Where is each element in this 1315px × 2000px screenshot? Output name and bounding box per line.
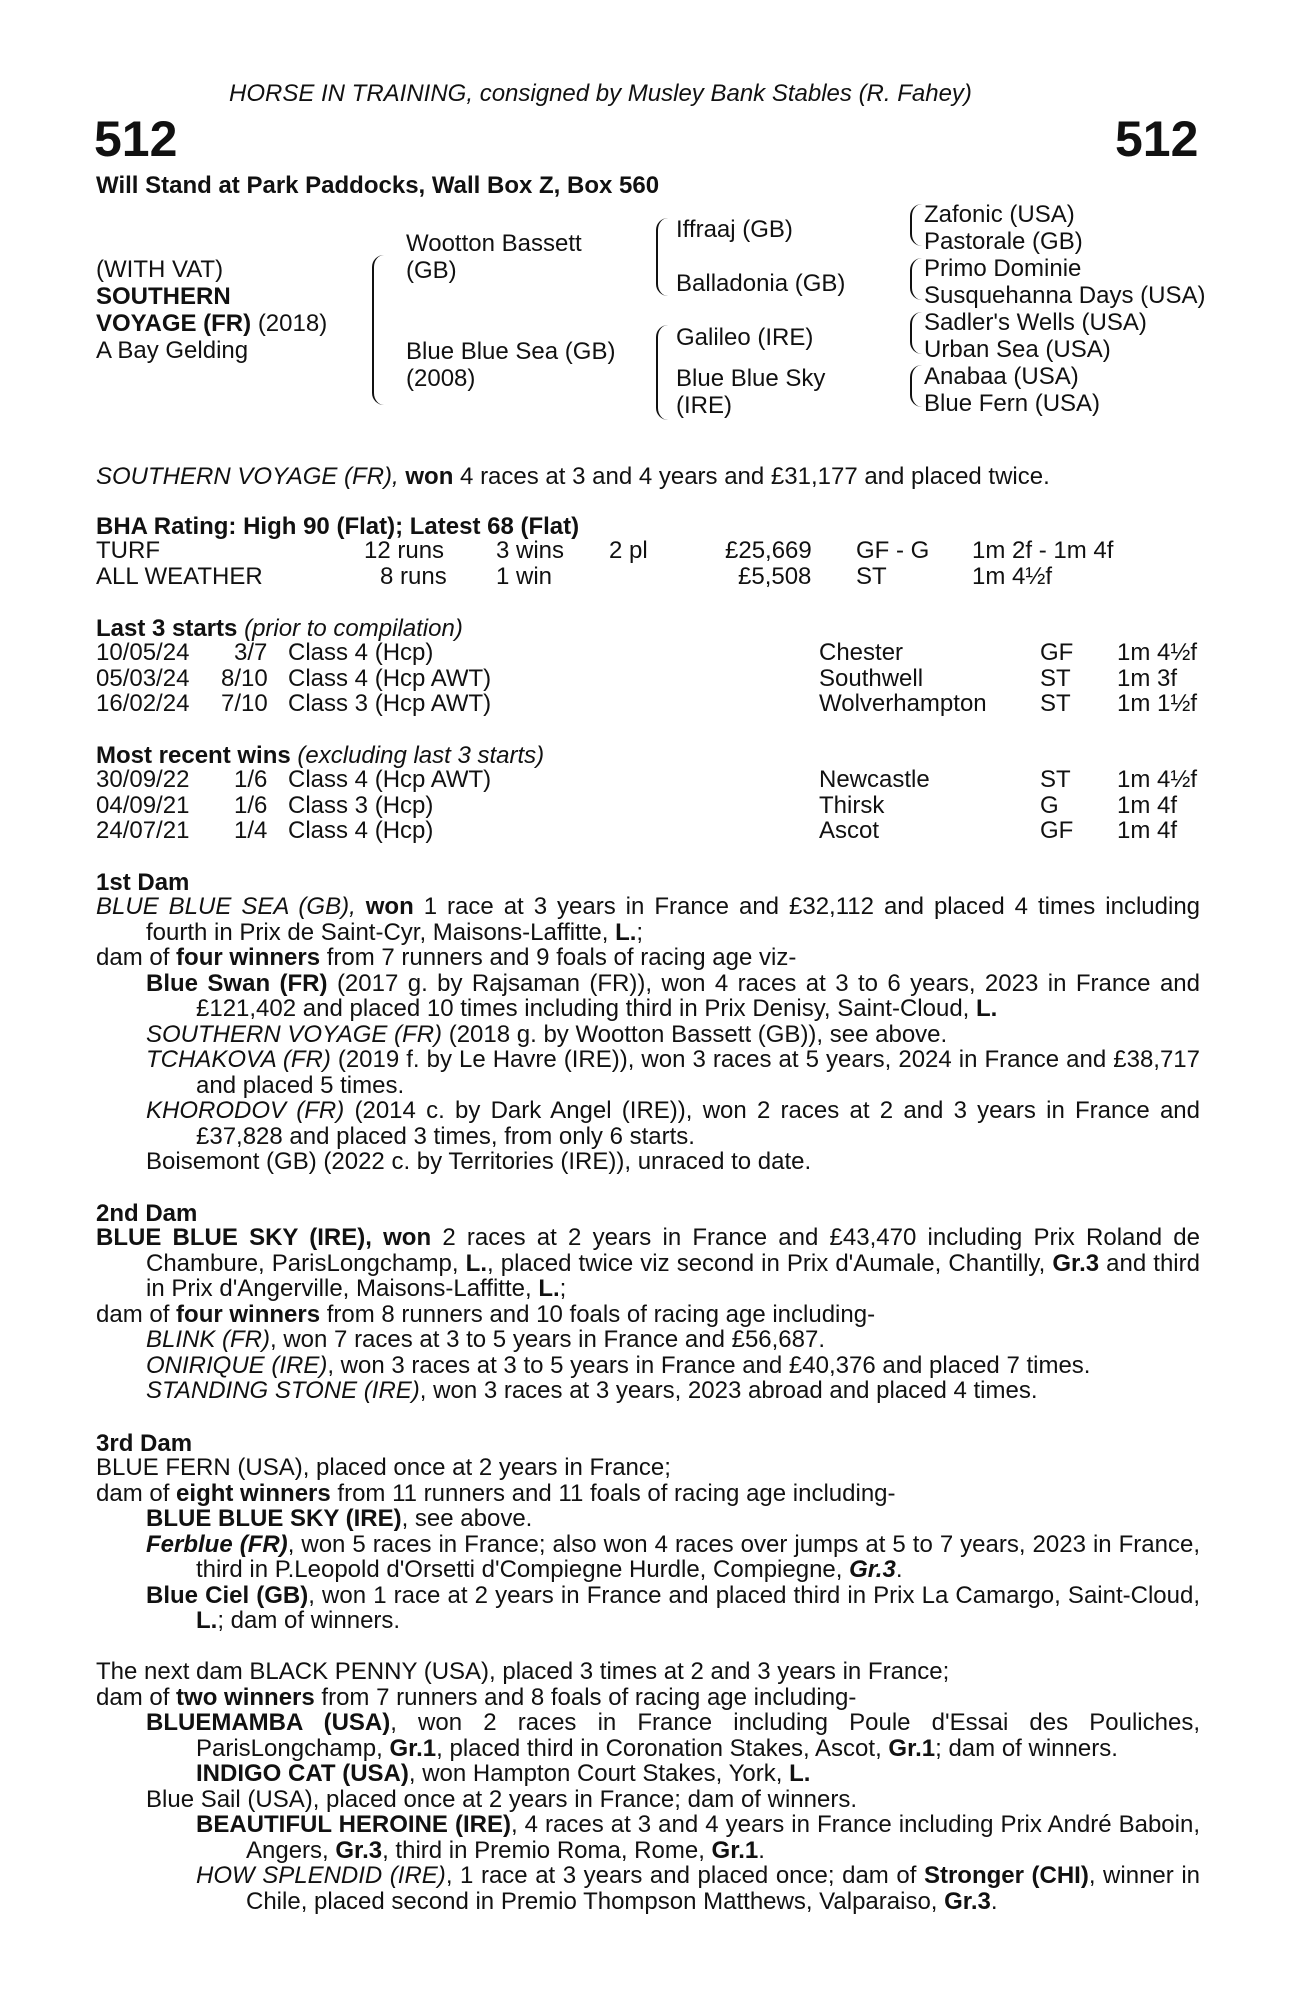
nextdam-child-1	[146, 1710, 1200, 1761]
child-name: BLUE BLUE SKY (IRE)	[146, 1505, 402, 1532]
sire-name: Wootton Bassett	[406, 230, 582, 257]
dam2-text: , placed twice viz second in Prix d'Aumale, Chantilly,	[486, 1249, 1046, 1277]
produce-text: from 8 runners and 10 foals of racing age including-	[326, 1300, 876, 1328]
group-mark: Gr.3	[849, 1556, 896, 1583]
child-text: (2019 f. by Le Havre (IRE)), won 3 races at 5 years, 2024 in France and £38,717 and placed 5 times.	[196, 1046, 1201, 1099]
child-name: Ferblue (FR)	[146, 1530, 288, 1558]
summary-horse: SOUTHERN VOYAGE (FR),	[96, 463, 399, 490]
punct: .	[990, 1887, 998, 1915]
winners-count: eight winners	[176, 1479, 331, 1507]
dam2-child-1	[146, 1327, 1200, 1353]
run-date: 05/03/24	[96, 664, 190, 692]
dam2-text: and third in Prix d'Angerville, Maisons-Laffitte,	[146, 1249, 1200, 1302]
run-date: 10/05/24	[96, 639, 190, 666]
listed-mark: L.	[615, 918, 637, 946]
winners-count: two winners	[176, 1683, 315, 1711]
child-text: , won 5 races in France; also won 4 races over jumps at 5 to 7 years, 2023 in France, third in P.Leopold d'Orsetti d'Compiegne Hurdle, Compiegne,	[196, 1530, 1201, 1583]
run-date: 24/07/21	[96, 817, 190, 844]
child-text: , won 3 races at 3 years, 2023 abroad and placed 4 times.	[419, 1377, 1038, 1404]
child-text: ; dam of winners.	[935, 1734, 1118, 1762]
dam1-name: BLUE BLUE SEA (GB),	[96, 893, 356, 920]
child-text: , won Hampton Court Stakes, York,	[408, 1760, 783, 1787]
winners-count: four winners	[176, 1300, 321, 1328]
run-class: Class 3 (Hcp)	[288, 791, 434, 819]
run-distance: 1m 3f	[1117, 664, 1178, 692]
summary-text: 4 races at 3 and 4 years and £31,177 and placed twice.	[460, 463, 1050, 490]
gen3-dds: Anabaa (USA)	[924, 363, 1079, 390]
rating-going: ST	[856, 562, 887, 590]
race-summary	[96, 463, 1050, 491]
dam2-won: won	[383, 1224, 432, 1251]
run-class: Class 3 (Hcp AWT)	[288, 690, 492, 717]
gen3-sdd: Susquehanna Days (USA)	[924, 282, 1206, 309]
nextdam-record: The next dam BLACK PENNY (USA), placed 3 times at 2 and 3 years in France;	[96, 1658, 950, 1685]
run-course: Chester	[819, 639, 904, 666]
dam-of: dam of	[96, 1300, 170, 1328]
winners-count: four winners	[176, 944, 321, 971]
gen3-sss: Zafonic (USA)	[924, 201, 1075, 228]
rating-surface: ALL WEATHER	[96, 562, 263, 590]
punct: ;	[559, 1275, 567, 1302]
child-text: (2017 g. by Rajsaman (FR)), won 4 races at 3 to 6 years, 2023 in France and £121,402 and placed 10 times including third in Prix Denisy, Saint-Cloud,	[196, 969, 1200, 1022]
dam2-child-2	[146, 1353, 1200, 1379]
run-distance: 1m 4½f	[1117, 766, 1198, 793]
dam-name: Blue Blue Sea (GB)	[406, 338, 616, 365]
brace-sd	[910, 258, 922, 300]
child-name: STANDING STONE (IRE)	[146, 1377, 420, 1404]
dam1-child-2	[146, 1022, 1200, 1048]
run-going: ST	[1040, 690, 1071, 717]
lot-number-left: 512	[94, 111, 178, 167]
child-name: Blue Ciel (GB)	[146, 1581, 309, 1609]
dam1-child-1	[146, 971, 1200, 1022]
dam1-won: won	[365, 893, 414, 920]
gen3-dsd: Urban Sea (USA)	[924, 336, 1111, 363]
listed-mark: L.	[538, 1275, 560, 1302]
horse-name-line2	[96, 310, 327, 337]
dam1-heading: 1st Dam	[96, 869, 190, 896]
run-going: ST	[1040, 766, 1071, 793]
child-text: ; dam of winners.	[217, 1607, 401, 1634]
child-name: BLUEMAMBA (USA)	[146, 1709, 391, 1736]
gen3-ddd: Blue Fern (USA)	[924, 390, 1101, 417]
child-text: , third in Premio Roma, Rome,	[382, 1836, 705, 1864]
dam3-record: BLUE FERN (USA), placed once at 2 years in France;	[96, 1454, 671, 1481]
dam2-name: BLUE BLUE SKY (IRE),	[96, 1224, 372, 1251]
dam1-text: 1 race at 3 years in France and £32,112 and placed 4 times including fourth in Prix de Saint-Cyr, Maisons-Laffitte,	[146, 893, 1201, 946]
child-name: BEAUTIFUL HEROINE (IRE)	[196, 1811, 511, 1838]
group-mark: Gr.1	[888, 1734, 936, 1762]
produce-text: from 11 runners and 11 foals of racing age including-	[337, 1479, 896, 1507]
consignment-line: HORSE IN TRAINING, consigned by Musley Bank Stables (R. Fahey)	[229, 80, 972, 107]
run-class: Class 4 (Hcp)	[288, 817, 434, 844]
child-name: TCHAKOVA (FR)	[146, 1046, 331, 1073]
run-course: Wolverhampton	[819, 690, 987, 717]
child-name: ONIRIQUE (IRE)	[146, 1351, 328, 1379]
nextdam-child-2	[196, 1761, 1200, 1787]
dam1-child-5: Boisemont (GB) (2022 c. by Territories (IRE)), unraced to date.	[146, 1148, 812, 1175]
punct: ;	[636, 918, 644, 946]
dam-of: dam of	[96, 944, 170, 971]
nextdam-child-3: Blue Sail (USA), placed once at 2 years in France; dam of winners.	[146, 1785, 857, 1813]
rating-distance: 1m 4½f	[972, 562, 1053, 590]
last3-heading: Last 3 starts	[96, 615, 238, 642]
dam3-child-2	[146, 1532, 1200, 1583]
run-date: 04/09/21	[96, 791, 190, 819]
run-course: Ascot	[819, 817, 880, 844]
run-going: ST	[1040, 664, 1071, 692]
rating-distance: 1m 2f - 1m 4f	[972, 537, 1114, 564]
group-mark: Gr.3	[1052, 1249, 1100, 1277]
child-text: , won 7 races at 3 to 5 years in France and £56,687.	[270, 1326, 826, 1353]
dam-of: dam of	[96, 1479, 170, 1507]
run-class: Class 4 (Hcp AWT)	[288, 664, 492, 692]
run-class: Class 4 (Hcp AWT)	[288, 766, 492, 793]
dam2-child-3	[146, 1378, 1200, 1404]
dam2-heading: 2nd Dam	[96, 1200, 198, 1227]
rating-wins: 1 win	[496, 562, 553, 590]
run-position: 1/6	[234, 766, 268, 793]
run-position: 1/6	[234, 791, 268, 819]
summary-won: won	[405, 463, 454, 490]
last3-note: (prior to compilation)	[244, 615, 463, 642]
dam3-produce-line	[96, 1481, 1200, 1507]
rating-prize: £5,508	[738, 562, 812, 590]
punct: .	[758, 1836, 765, 1864]
rating-placed: 2 pl	[609, 537, 648, 564]
run-course: Thirsk	[819, 791, 885, 819]
rating-prize: £25,669	[725, 537, 812, 564]
rating-runs: 12 runs	[364, 537, 445, 564]
vat-label: (WITH VAT)	[96, 256, 224, 283]
horse-name-line1: SOUTHERN	[96, 283, 231, 310]
recent-note: (excluding last 3 starts)	[297, 742, 545, 769]
rating-wins: 3 wins	[496, 537, 565, 564]
dam-of: dam of	[96, 1683, 170, 1711]
run-distance: 1m 4f	[1117, 791, 1178, 819]
pedigree-brace	[372, 255, 384, 405]
run-class: Class 4 (Hcp)	[288, 639, 434, 666]
child-text: , won 1 race at 2 years in France and placed third in Prix La Camargo, Saint-Cloud,	[308, 1581, 1201, 1609]
lot-number-right: 512	[1115, 111, 1199, 167]
run-distance: 1m 4f	[1117, 817, 1178, 844]
punct: .	[895, 1556, 903, 1583]
run-date: 30/09/22	[96, 766, 190, 793]
produce-text: from 7 runners and 8 foals of racing age including-	[321, 1683, 857, 1711]
run-position: 8/10	[221, 664, 268, 692]
sire-brace	[656, 218, 668, 296]
grandchild-name: Stronger (CHI)	[923, 1862, 1089, 1889]
listed-mark: L.	[789, 1760, 811, 1787]
rating-title: BHA Rating: High 90 (Flat); Latest 68 (Flat)	[96, 513, 580, 540]
dam3-child-3	[146, 1583, 1200, 1634]
run-distance: 1m 4½f	[1117, 639, 1198, 666]
group-mark: Gr.1	[711, 1836, 759, 1864]
run-position: 1/4	[234, 817, 268, 844]
dam-sire: Galileo (IRE)	[676, 324, 814, 351]
child-text: (2018 g. by Wootton Bassett (GB)), see above.	[448, 1020, 948, 1048]
produce-text: from 7 runners and 9 foals of racing age viz-	[326, 944, 797, 971]
child-text: , 4 races at 3 and 4 years in France including Prix André Baboin, Angers,	[246, 1811, 1200, 1864]
nextdam-grandchild-1	[196, 1812, 1200, 1863]
dam1-produce-line	[96, 945, 1200, 971]
child-name: KHORODOV (FR)	[146, 1097, 345, 1124]
run-distance: 1m 1½f	[1117, 690, 1198, 717]
run-date: 16/02/24	[96, 690, 190, 717]
listed-mark: L.	[465, 1249, 487, 1277]
group-mark: Gr.3	[335, 1836, 383, 1864]
dam-brace	[656, 325, 668, 420]
sire-dam: Balladonia (GB)	[676, 270, 846, 297]
dam3-child-1	[146, 1506, 1200, 1532]
run-going: GF	[1040, 639, 1074, 666]
run-going: GF	[1040, 817, 1074, 844]
child-name: HOW SPLENDID (IRE)	[196, 1862, 446, 1889]
run-going: G	[1040, 791, 1059, 819]
child-name: SOUTHERN VOYAGE (FR)	[146, 1020, 443, 1048]
dam2-record	[96, 1225, 1200, 1302]
nextdam-grandchild-2	[196, 1863, 1200, 1914]
dam-dam-line1: Blue Blue Sky	[676, 365, 826, 392]
rating-surface: TURF	[96, 537, 160, 564]
child-text: , see above.	[401, 1505, 533, 1532]
child-text: , won 3 races at 3 to 5 years in France and £40,376 and placed 7 times.	[327, 1351, 1091, 1379]
dam1-child-3	[146, 1047, 1200, 1098]
brace-dd	[910, 365, 922, 407]
dam3-heading: 3rd Dam	[96, 1430, 193, 1457]
dam2-produce-line	[96, 1302, 1200, 1328]
dam-dam-line2: (IRE)	[676, 392, 732, 419]
child-name: BLINK (FR)	[146, 1326, 271, 1353]
dam-year: (2008)	[406, 365, 476, 392]
child-text: (2014 c. by Dark Angel (IRE)), won 2 races at 2 and 3 years in France and £37,828 and placed 3 times, from only 6 starts.	[196, 1097, 1200, 1150]
gen3-sds: Primo Dominie	[924, 255, 1082, 282]
rating-runs: 8 runs	[380, 562, 447, 590]
group-mark: Gr.3	[944, 1887, 991, 1915]
horse-year: (2018)	[257, 310, 328, 337]
dam1-child-4	[146, 1098, 1200, 1149]
dam2-text: 2 races at 2 years in France and £43,470 including Prix Roland de Chambure, ParisLongchamp,	[146, 1224, 1200, 1277]
recent-heading: Most recent wins	[96, 742, 291, 769]
listed-mark: L.	[196, 1607, 218, 1634]
gen3-ssd: Pastorale (GB)	[924, 228, 1083, 255]
sire-sire: Iffraaj (GB)	[676, 216, 793, 243]
group-mark: Gr.1	[389, 1734, 437, 1762]
listed-mark: L.	[976, 995, 998, 1022]
nextdam-produce-line	[96, 1685, 1200, 1711]
child-text: , 1 race at 3 years and placed once; dam of	[445, 1862, 917, 1889]
stand-location: Will Stand at Park Paddocks, Wall Box Z, Box 560	[96, 172, 660, 199]
dam1-record	[96, 894, 1200, 945]
run-course: Southwell	[819, 664, 924, 692]
run-position: 3/7	[234, 639, 268, 666]
horse-description: A Bay Gelding	[96, 337, 249, 364]
sire-country: (GB)	[406, 257, 457, 284]
run-course: Newcastle	[819, 766, 930, 793]
run-position: 7/10	[221, 690, 268, 717]
child-text: , won 2 races in France including Poule d'Essai des Pouliches, ParisLongchamp,	[196, 1709, 1200, 1762]
rating-going: GF - G	[856, 537, 930, 564]
child-name: Blue Swan (FR)	[146, 969, 328, 997]
child-text: , winner in Chile, placed second in Premio Thompson Matthews, Valparaiso,	[246, 1862, 1200, 1915]
horse-name: VOYAGE (FR)	[96, 310, 252, 337]
gen3-dss: Sadler's Wells (USA)	[924, 309, 1147, 336]
brace-ds	[910, 312, 922, 354]
child-name: INDIGO CAT (USA)	[196, 1760, 409, 1787]
child-text: , placed third in Coronation Stakes, Ascot,	[436, 1734, 882, 1762]
brace-ss	[910, 204, 922, 246]
